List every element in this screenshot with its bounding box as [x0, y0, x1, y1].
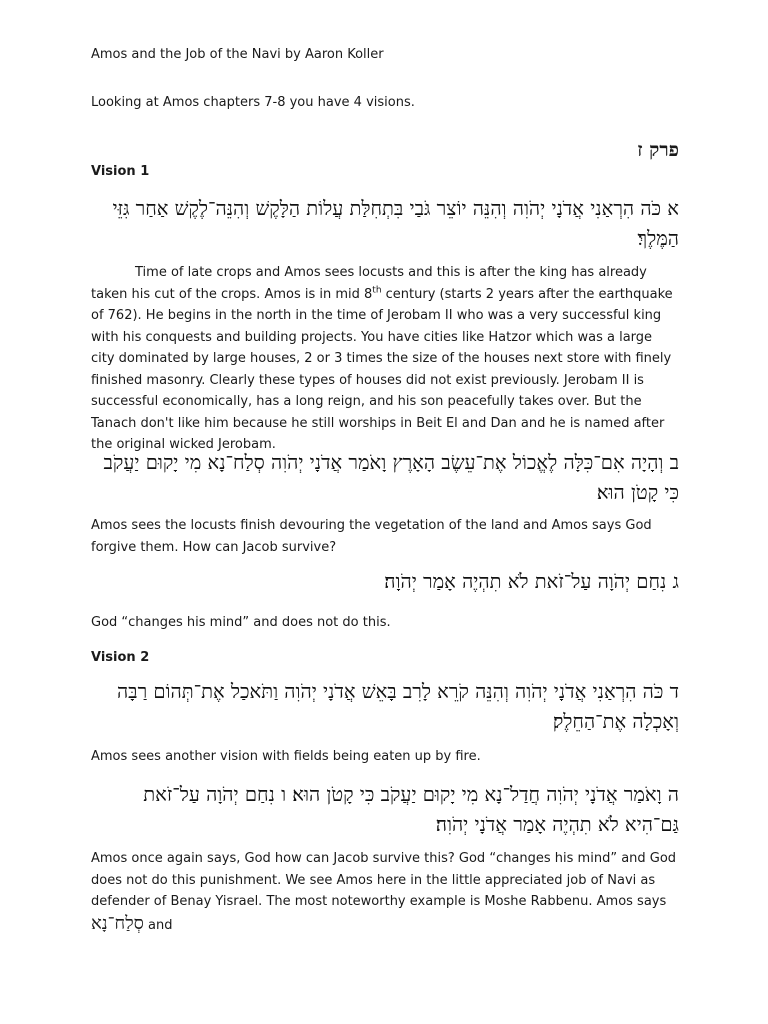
commentary-text-2: century (starts 2 years after the earthquake of 762). He begins in the north in the time of Jerobam II who was a very successful king with his conquests and building projects. You have cities like Hatzor which was a large city dominated by large houses, 2 or 3 times the size of the houses next store with finely finished masonry. Clearly these types of houses did not exist previously. Jerobam II is successful economically, has a long reign, and his son peacefully takes over. But the Tanach don't like him because he still worships in Beit El and Dan and he is named after the original wicked Jerobam.: [91, 286, 673, 452]
verse-d-commentary: Amos sees another vision with fields being eaten up by fire.: [91, 749, 481, 764]
verse-b-hebrew: ב וְהָיָה אִם־כִּלָּה לֶאֱכוֹל אֶת־עֵשֶׂב הָאָרֶץ וָאֹמַר אֲדֹנָי יְהֹוִה סְלַח־נָא מִי יָקוּם יַעֲקֹב כִּי קָטֹן הוּא׃: [103, 451, 679, 504]
verse-e-hebrew: ה וָאֹמַר אֲדֹנָי יְהֹוִה חֲדַל־נָא מִי יָקוּם יַעֲקֹב כִּי קָטֹן הוּא׃ ו נִחַם יְהֹוָה עַל־זֹאת גַּם־הִיא לֹא תִהְיֶה אָמַר אֲדֹנָי יְהֹוִה׃: [143, 783, 679, 836]
verse-e-commentary: [91, 848, 679, 936]
vision-2-heading: Vision 2: [91, 650, 150, 665]
document-title: Amos and the Job of the Navi by Aaron Koller: [91, 47, 384, 62]
verse-a-hebrew: א כֹּה הִרְאַנִי אֲדֹנָי יְהֹוִה וְהִנֵּה יוֹצֵר גֹּבַי בִּתְחִלַּת עֲלוֹת הַלָּקֶשׁ וְהִנֵּה־לֶקֶשׁ אַחַר גִּזֵּי הַמֶּלֶךְ׃: [112, 197, 679, 250]
commentary-e-text-2: and: [143, 917, 173, 933]
verse-d-hebrew: ד כֹּה הִרְאַנִי אֲדֹנָי יְהֹוִה וְהִנֵּה קֹרֵא לָרִב בָּאֵשׁ אֲדֹנָי יְהֹוִה וַתֹּאכַל אֶת־תְּהוֹם רַבָּה וְאָכְלָה אֶת־הַחֵלֶק׃: [116, 680, 679, 733]
vision-1-commentary: [91, 262, 679, 456]
intro-line: Looking at Amos chapters 7-8 you have 4 visions.: [91, 95, 415, 110]
ordinal-suffix: th: [372, 285, 382, 296]
inline-hebrew-selach-na: סְלַח־נָא: [91, 912, 144, 934]
chapter-heading: פרק ז: [637, 139, 679, 161]
verse-b-commentary: Amos sees the locusts finish devouring the vegetation of the land and Amos says God forgive them. How can Jacob survive?: [91, 518, 652, 555]
verse-c-commentary: God “changes his mind” and does not do this.: [91, 615, 391, 630]
commentary-text-1: Time of late crops and Amos sees locusts and this is after the king has already taken his cut of the crops. Amos is in mid 8: [91, 265, 647, 302]
vision-1-heading: Vision 1: [91, 164, 150, 179]
commentary-e-text-1: Amos once again says, God how can Jacob survive this? God “changes his mind” and God does not do this punishment. We see Amos here in the little appreciated job of Navi as defender of Benay Yisrael. The most noteworthy example is Moshe Rabbenu. Amos says: [91, 851, 677, 909]
verse-c-hebrew: ג נִחַם יְהֹוָה עַל־זֹאת לֹא תִהְיֶה אָמַר יְהֹוָה׃: [384, 570, 679, 593]
